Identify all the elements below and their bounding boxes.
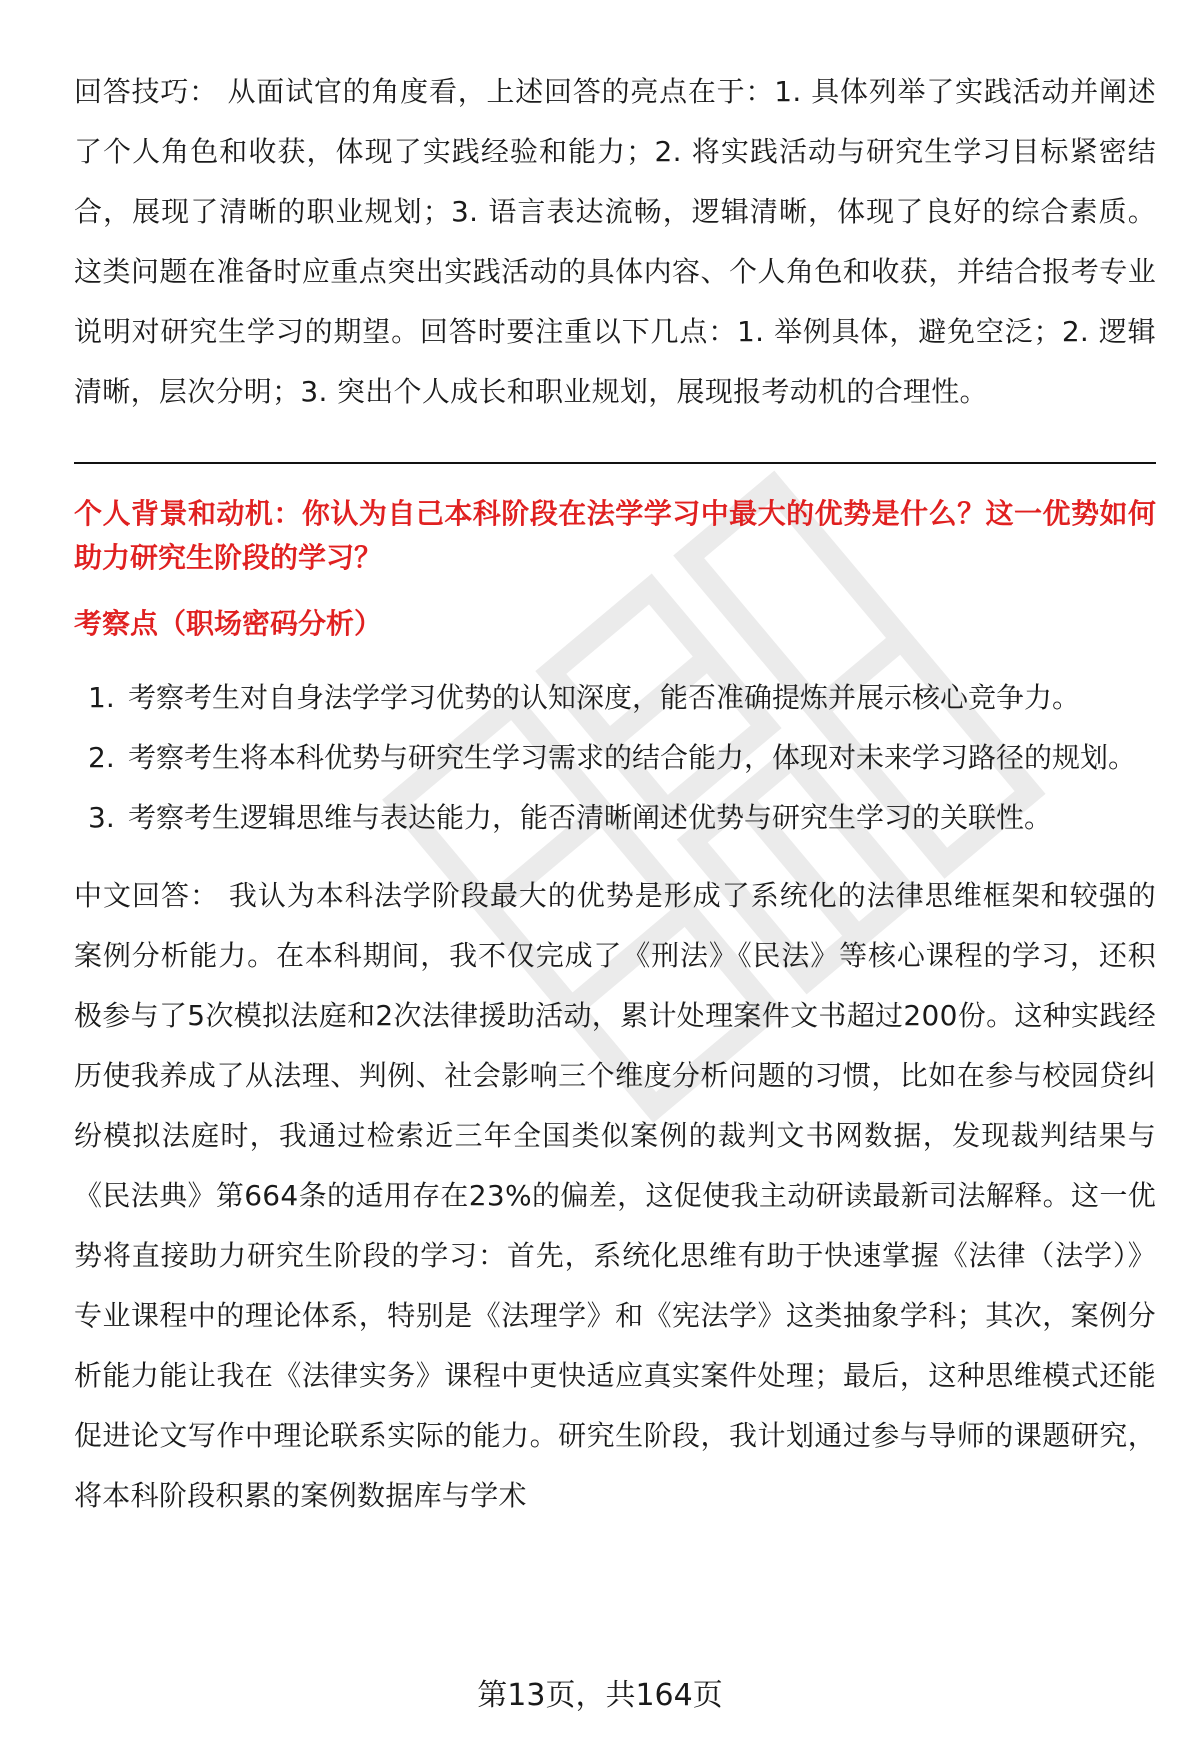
- focus-point-number: 1.: [88, 681, 115, 714]
- document-page: [74, 62, 1156, 1526]
- focus-point: [74, 788, 1156, 848]
- focus-heading: 考察点（职场密码分析）: [74, 607, 383, 640]
- focus-point-text: 考察考生将本科优势与研究生学习需求的结合能力，体现对未来学习路径的规划。: [128, 741, 1137, 774]
- focus-points-list: [74, 668, 1156, 848]
- focus-point: [74, 668, 1156, 728]
- section-divider: [74, 462, 1156, 464]
- focus-point-number: 3.: [88, 801, 115, 834]
- focus-point: [74, 728, 1156, 788]
- answer-tips-paragraph: 回答技巧： 从面试官的角度看，上述回答的亮点在于：1. 具体列举了实践活动并阐述了个人角色和收获，体现了实践经验和能力；2. 将实践活动与研究生学习目标紧密结合，展现了清晰的职业规划；3. 语言表达流畅，逻辑清晰，体现了良好的综合素质。这类问题在准备时应重点突出实践活动的具体内容、个人角色和收获，并结合报考专业说明对研究生学习的期望。回答时要注重以下几点：1. 举例具体，避免空泛；2. 逻辑清晰，层次分明；3. 突出个人成长和职业规划，展现报考动机的合理性。: [74, 75, 1156, 408]
- focus-point-text: 考察考生逻辑思维与表达能力，能否清晰阐述优势与研究生学习的关联性。: [128, 801, 1053, 834]
- page-number-footer: 第13页，共164页: [477, 1678, 723, 1713]
- focus-point-number: 2.: [88, 741, 115, 774]
- question-title: 个人背景和动机：你认为自己本科阶段在法学学习中最大的优势是什么？这一优势如何助力研究生阶段的学习？: [74, 497, 1156, 574]
- focus-point-text: 考察考生对自身法学学习优势的认知深度，能否准确提炼并展示核心竞争力。: [128, 681, 1081, 714]
- chinese-answer-paragraph: 中文回答： 我认为本科法学阶段最大的优势是形成了系统化的法律思维框架和较强的案例分析能力。在本科期间，我不仅完成了《刑法》《民法》等核心课程的学习，还积极参与了5次模拟法庭和2次法律援助活动，累计处理案件文书超过200份。这种实践经历使我养成了从法理、判例、社会影响三个维度分析问题的习惯，比如在参与校园贷纠纷模拟法庭时，我通过检索近三年全国类似案例的裁判文书网数据，发现裁判结果与《民法典》第664条的适用存在23%的偏差，这促使我主动研读最新司法解释。这一优势将直接助力研究生阶段的学习：首先，系统化思维有助于快速掌握《法律（法学）》专业课程中的理论体系，特别是《法理学》和《宪法学》这类抽象学科；其次，案例分析能力能让我在《法律实务》课程中更快适应真实案件处理；最后，这种思维模式还能促进论文写作中理论联系实际的能力。研究生阶段，我计划通过参与导师的课题研究，将本科阶段积累的案例数据库与学术: [74, 879, 1156, 1512]
